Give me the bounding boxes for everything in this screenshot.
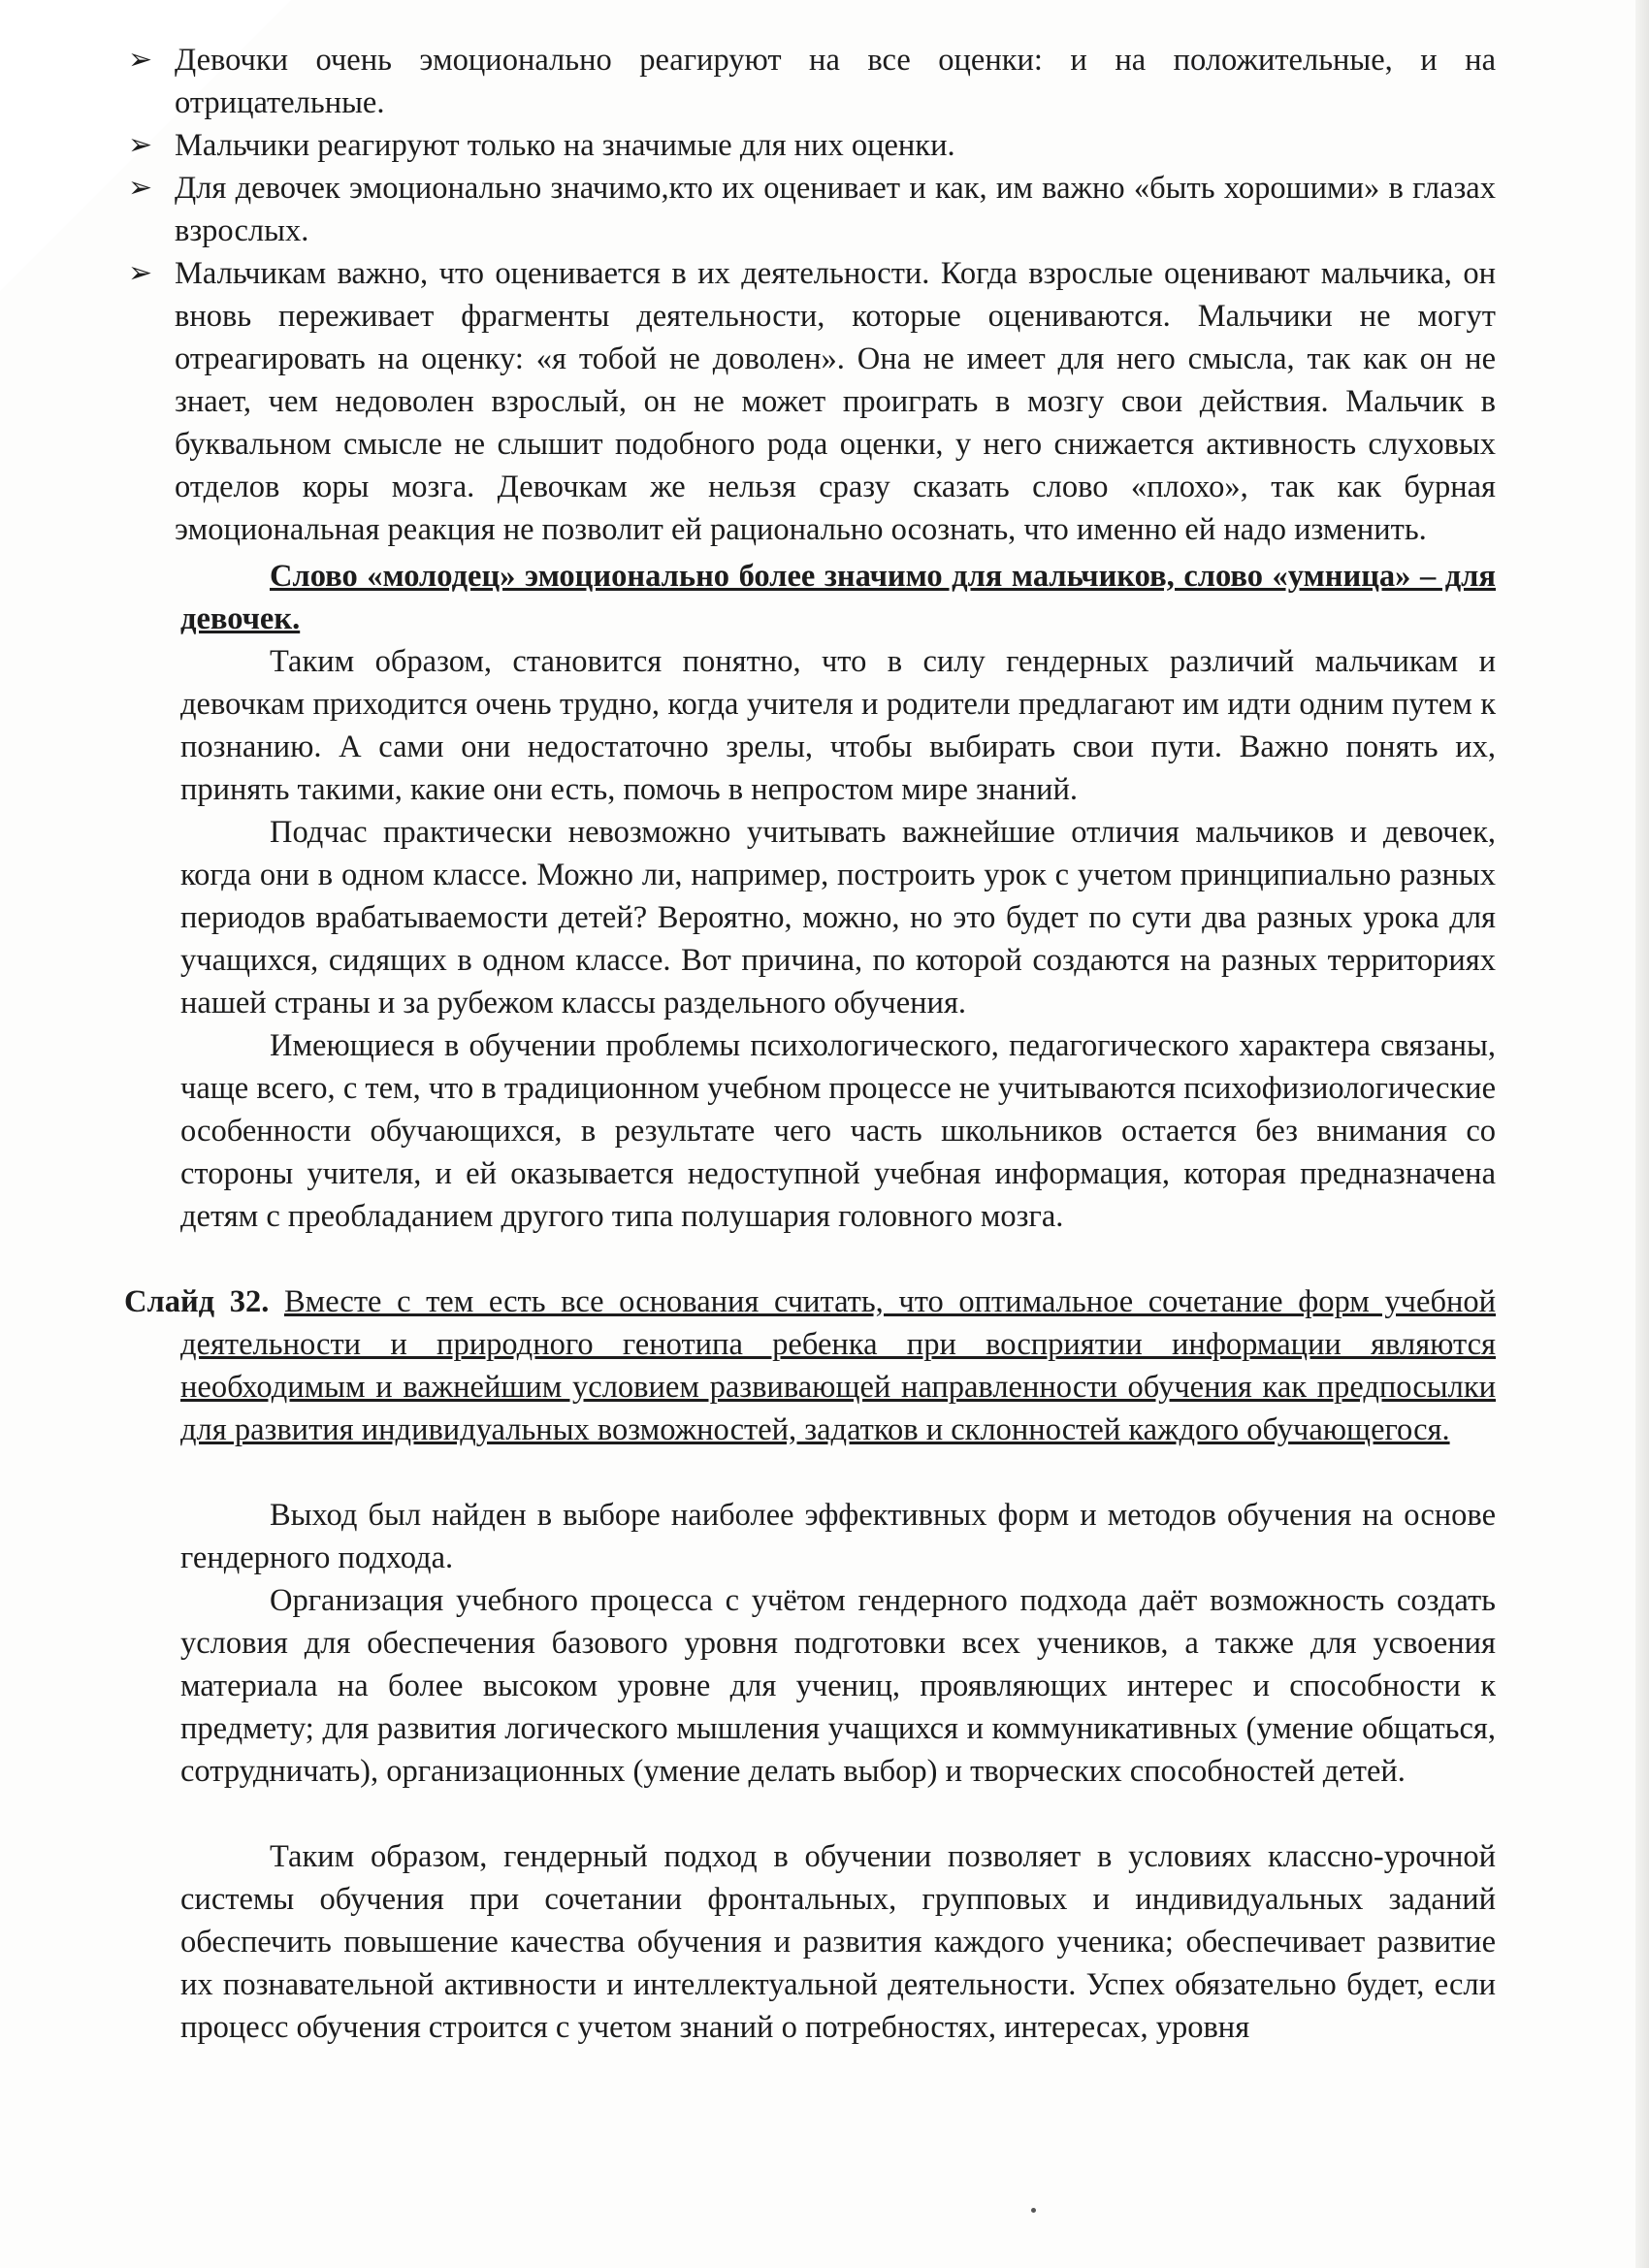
emphasis-statement: Слово «молодец» эмоционально более значимо для мальчиков, слово «умница» – для девочек. — [180, 559, 1496, 636]
paragraph: Подчас практически невозможно учитывать важнейшие отличия мальчиков и девочек, когда они в одном классе. Можно ли, например, построить урок с учетом принципиально разных периодов врабатываемости детей? Вероятно, можно, но это будет по сути два разных урока для учащихся, сидящих в одном классе. Вот причина, по которой создаются на разных территориях нашей страны и за рубежом классы раздельного обучения. — [180, 815, 1496, 1021]
paragraph: Выход был найден в выборе наиболее эффективных форм и методов обучения на основе гендерного подхода. — [180, 1498, 1496, 1575]
arrowhead-bullet-icon: ➢ — [128, 129, 153, 161]
list-item: ➢ Мальчики реагируют только на значимые для них оценки. — [175, 124, 1496, 167]
paragraph: Таким образом, становится понятно, что в силу гендерных различий мальчикам и девочкам приходится очень трудно, когда учителя и родители предлагают им идти одним путем к познанию. А сами они недостаточно зрелы, чтобы выбирать свои пути. Важно понять их, принять такими, какие они есть, помочь в непростом мире знаний. — [180, 644, 1496, 807]
paragraph: Организация учебного процесса с учётом гендерного подхода даёт возможность создать условия для обеспечения базового уровня подготовки всех учеников, а также для усвоения материала на более высоком уровне для учениц, проявляющих интерес и способности к предмету; для развития логического мышления учащихся и коммуникативных (умение общаться, сотрудничать), организационных (умение делать выбор) и творческих способностей детей. — [180, 1583, 1496, 1789]
bullet-list — [128, 39, 1496, 551]
arrowhead-bullet-icon: ➢ — [128, 44, 153, 76]
scan-speck — [1031, 2208, 1036, 2213]
slide-reference — [124, 1280, 1496, 1451]
arrowhead-bullet-icon: ➢ — [128, 257, 153, 289]
slide-label: Слайд 32. — [124, 1284, 270, 1319]
slide-statement: Вместе с тем есть все основания считать, что оптимальное сочетание форм учебной деятельности и природного генотипа ребенка при восприятии информации являются необходимым и важнейшим условием развивающей направленности обучения как предпосылки для развития индивидуальных возможностей, задатков и склонностей каждого обучающегося. — [180, 1284, 1497, 1447]
list-item: ➢ Девочки очень эмоционально реагируют на все оценки: и на положительные, и на отрицательные. — [175, 39, 1496, 124]
paragraph: Имеющиеся в обучении проблемы психологического, педагогического характера связаны, чаще всего, с тем, что в традиционном учебном процессе не учитываются психофизиологические особенности обучающихся, в результате чего часть школьников остается без внимания со стороны учителя, и ей оказывается недоступной учебная информация, которая предназначена детям с преобладанием другого типа полушария головного мозга. — [180, 1028, 1496, 1234]
paragraph: Таким образом, гендерный подход в обучении позволяет в условиях классно-урочной системы обучения при сочетании фронтальных, групповых и индивидуальных заданий обеспечить повышение качества обучения и развития каждого ученика; обеспечивает развитие их познавательной активности и интеллектуальной деятельности. Успех обязательно будет, если процесс обучения строится с учетом знаний о потребностях, интересах, уровня — [180, 1839, 1496, 2045]
arrowhead-bullet-icon: ➢ — [128, 172, 153, 204]
list-item: ➢ Для девочек эмоционально значимо,кто их оценивает и как, им важно «быть хорошими» в глазах взрослых. — [175, 167, 1496, 252]
page-edge-shadow — [1635, 0, 1649, 2268]
list-item: ➢ Мальчикам важно, что оценивается в их деятельности. Когда взрослые оценивают мальчика, он вновь переживает фрагменты деятельности, которые оцениваются. Мальчики не могут отреагировать на оценку: «я тобой не доволен». Она не имеет для него смысла, так как он не знает, чем недоволен взрослый, он не может проиграть в мозгу свои действия. Мальчик в буквальном смысле не слышит подобного рода оценки, у него снижается активность слуховых отделов коры мозга. Девочкам же нельзя сразу сказать слово «плохо», так как бурная эмоциональная реакция не позволит ей рационально осознать, что именно ей надо изменить. — [175, 252, 1496, 551]
